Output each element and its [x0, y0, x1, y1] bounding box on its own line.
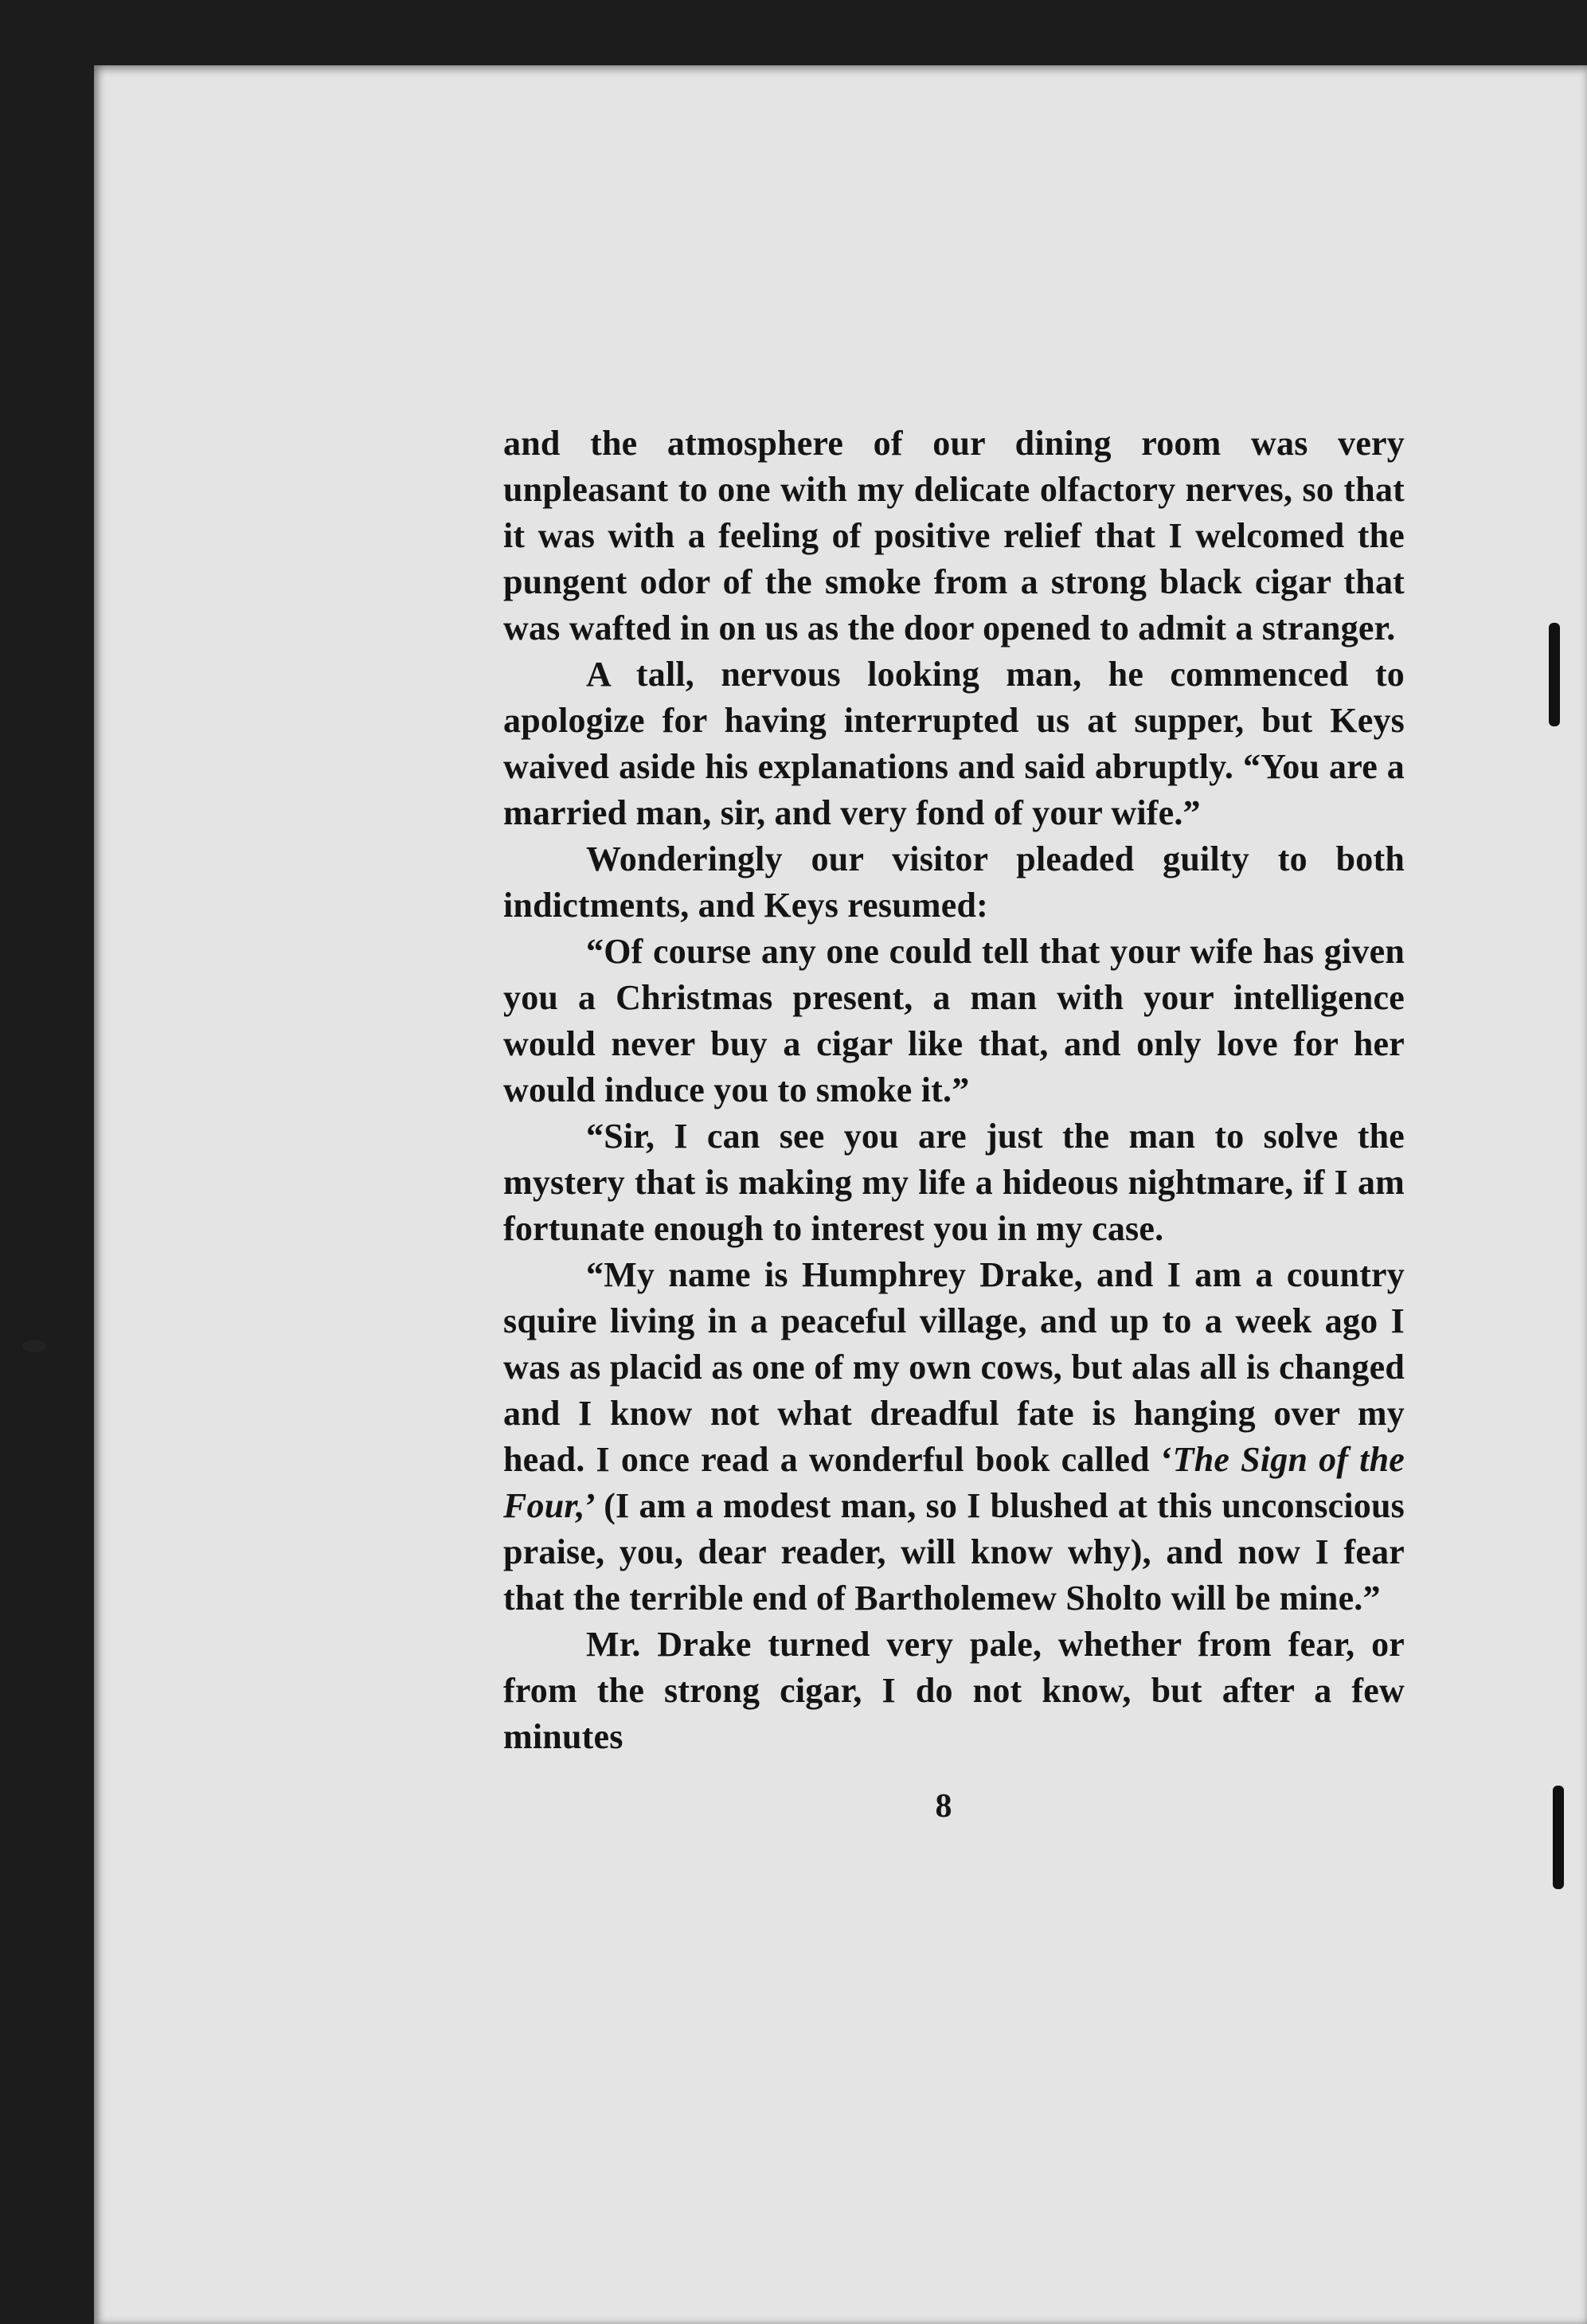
- paragraph-text: “Sir, I can see you are just the man to solve the mystery that is making my life a hideous nightmare, if I am fortunate enough to interest you in my case.: [503, 1117, 1405, 1248]
- paragraph-text: ’ (I am a modest man, so I blushed at this unconscious praise, you, dear reader, will know why), and now I fear that the terrible end of Bartholemew Sholto will be mine.”: [503, 1486, 1405, 1618]
- scan-speck: [22, 1340, 46, 1352]
- body-text: [503, 421, 1405, 1760]
- paragraph-text: “Of course any one could tell that your wife has given you a Christmas present, a man with your intelligence would never buy a cigar like that, and only love for her would induce you to smoke it.”: [503, 932, 1405, 1109]
- paragraph-text: A tall, nervous looking man, he commenced to apologize for having interrupted us at supper, but Keys waived aside his explanations and said abruptly. “You are a married man, sir, and very fond of your wife.”: [503, 655, 1405, 832]
- paragraph-text: Mr. Drake turned very pale, whether from fear, or from the strong cigar, I do not know, but after a few minutes: [503, 1625, 1405, 1756]
- paragraph-text: “My name is Humphrey Drake, and I am a country squire living in a peaceful village, and up to a week ago I was as placid as one of my own cows, but alas all is changed and I know not what dreadful fate is hanging over my head. I once read a wonderful book called ‘: [503, 1255, 1405, 1479]
- paragraph-1: [503, 421, 1405, 651]
- paragraph-text: and the atmosphere of our dining room was very unpleasant to one with my delicate olfactory nerves, so that it was with a feeling of positive relief that I welcomed the pungent odor of the smoke from a strong black cigar that was wafted in on us as the door opened to admit a stranger.: [503, 424, 1405, 648]
- paragraph-text: Wonderingly our visitor pleaded guilty to both indictments, and Keys resumed:: [503, 839, 1405, 925]
- paragraph-3: [503, 836, 1405, 929]
- paragraph-6: [503, 1252, 1405, 1622]
- page-number: 8: [935, 1788, 952, 1825]
- binding-mark-upper: [1549, 623, 1560, 726]
- paragraph-4: [503, 929, 1405, 1113]
- paragraph-5: [503, 1113, 1405, 1252]
- paragraph-2: [503, 651, 1405, 836]
- book-title: The Sign of the Four,: [503, 1440, 1405, 1525]
- paragraph-7: [503, 1622, 1405, 1760]
